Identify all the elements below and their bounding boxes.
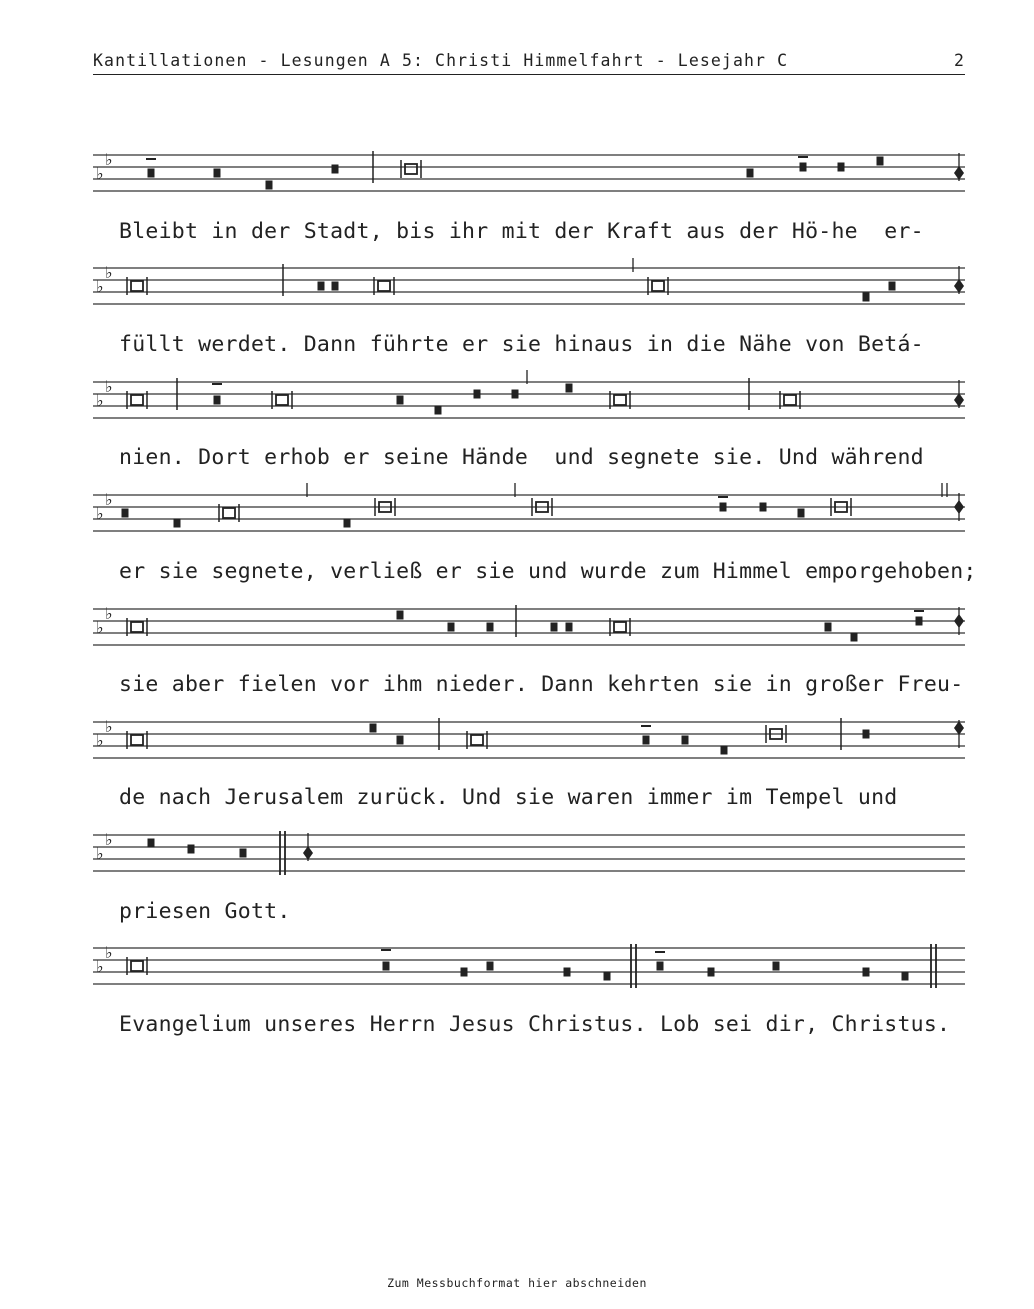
page-title: Kantillationen - Lesungen A 5: Christi Himmelfahrt - Lesejahr C <box>93 51 789 70</box>
diamond-final-note-icon <box>954 607 964 635</box>
square-note-icon <box>397 611 404 620</box>
square-note-icon <box>332 165 339 174</box>
lyric-line-7: priesen Gott. <box>119 899 291 924</box>
square-note-icon <box>344 519 351 528</box>
svg-text:♭: ♭ <box>96 391 104 410</box>
square-note-icon <box>512 390 519 399</box>
square-note-icon <box>487 623 494 632</box>
square-note-icon <box>318 282 325 291</box>
square-note-icon <box>889 282 896 291</box>
flat-clef-icon: ♭ <box>105 150 113 169</box>
square-note-icon <box>474 390 481 399</box>
cut-line-note: Zum Messbuchformat hier abschneiden <box>387 1276 647 1290</box>
svg-text:♭: ♭ <box>96 504 104 523</box>
square-note-icon <box>863 730 870 739</box>
music-staff-7 <box>93 815 965 875</box>
svg-text:♭: ♭ <box>96 957 104 976</box>
music-staff-4 <box>93 475 965 535</box>
square-note-icon <box>383 962 390 971</box>
square-note-icon <box>214 396 221 405</box>
lyric-line-2: füllt werdet. Dann führte er sie hinaus in die Nähe von Betá- <box>119 332 924 357</box>
square-note-icon <box>657 962 664 971</box>
music-staff-2 <box>93 248 965 308</box>
lyric-line-1: Bleibt in der Stadt, bis ihr mit der Kraft aus der Hö-he er- <box>119 219 924 244</box>
square-note-icon <box>798 509 805 518</box>
square-note-icon <box>902 972 909 981</box>
page-number: 2 <box>953 51 965 70</box>
square-note-icon <box>332 282 339 291</box>
square-note-icon <box>370 724 377 733</box>
square-note-icon <box>604 972 611 981</box>
square-note-icon <box>448 623 455 632</box>
square-note-icon <box>435 406 442 415</box>
music-staff-8 <box>93 928 965 988</box>
square-note-icon <box>773 962 780 971</box>
lyric-line-8: Evangelium unseres Herrn Jesus Christus. Lob sei dir, Christus. <box>119 1012 951 1037</box>
square-note-icon <box>397 736 404 745</box>
flat-clef-icon: ♭ <box>105 263 113 282</box>
flat-clef-icon: ♭ <box>105 830 113 849</box>
square-note-icon <box>266 181 273 190</box>
square-note-icon <box>877 157 884 166</box>
lyric-line-3: nien. Dort erhob er seine Hände und segnete sie. Und während <box>119 445 924 470</box>
square-note-icon <box>122 509 129 518</box>
square-note-icon <box>214 169 221 178</box>
music-staff-6 <box>93 702 965 762</box>
square-note-icon <box>487 962 494 971</box>
square-note-icon <box>760 503 767 512</box>
music-staff-3 <box>93 362 965 422</box>
lyric-line-5: sie aber fielen vor ihm nieder. Dann kehrten sie in großer Freu- <box>119 672 964 697</box>
svg-text:♭: ♭ <box>96 277 104 296</box>
flat-clef-icon: ♭ <box>105 604 113 623</box>
square-note-icon <box>682 736 689 745</box>
square-note-icon <box>397 396 404 405</box>
square-note-icon <box>174 519 181 528</box>
lyric-line-4: er sie segnete, verließ er sie und wurde zum Himmel emporgehoben; <box>119 559 977 584</box>
page-header <box>93 48 965 75</box>
square-note-icon <box>721 746 728 755</box>
flat-clef-icon: ♭ <box>105 717 113 736</box>
svg-text:♭: ♭ <box>96 731 104 750</box>
square-note-icon <box>461 968 468 977</box>
square-note-icon <box>863 968 870 977</box>
svg-text:♭: ♭ <box>96 844 104 863</box>
square-note-icon <box>747 169 754 178</box>
square-note-icon <box>825 623 832 632</box>
square-note-icon <box>240 849 247 858</box>
square-note-icon <box>566 623 573 632</box>
flat-clef-icon: ♭ <box>105 490 113 509</box>
music-staff-5 <box>93 589 965 649</box>
flat-clef-icon: ♭ <box>105 943 113 962</box>
diamond-final-note-icon <box>954 493 964 521</box>
square-note-icon <box>838 163 845 172</box>
square-note-icon <box>643 736 650 745</box>
lyric-line-6: de nach Jerusalem zurück. Und sie waren immer im Tempel und <box>119 785 898 810</box>
square-note-icon <box>566 384 573 393</box>
music-staff-1 <box>93 135 965 195</box>
square-note-icon <box>148 169 155 178</box>
square-note-icon <box>188 845 195 854</box>
boxed-reciting-tone-icon <box>401 160 421 178</box>
square-note-icon <box>916 617 923 626</box>
square-note-icon <box>564 968 571 977</box>
square-note-icon <box>863 293 870 302</box>
flat-clef-icon: ♭ <box>105 377 113 396</box>
square-note-icon <box>851 633 858 642</box>
svg-text:♭: ♭ <box>96 164 104 183</box>
svg-text:♭: ♭ <box>96 618 104 637</box>
square-note-icon <box>720 503 727 512</box>
square-note-icon <box>800 163 807 172</box>
square-note-icon <box>551 623 558 632</box>
square-note-icon <box>708 968 715 977</box>
square-note-icon <box>148 839 155 848</box>
